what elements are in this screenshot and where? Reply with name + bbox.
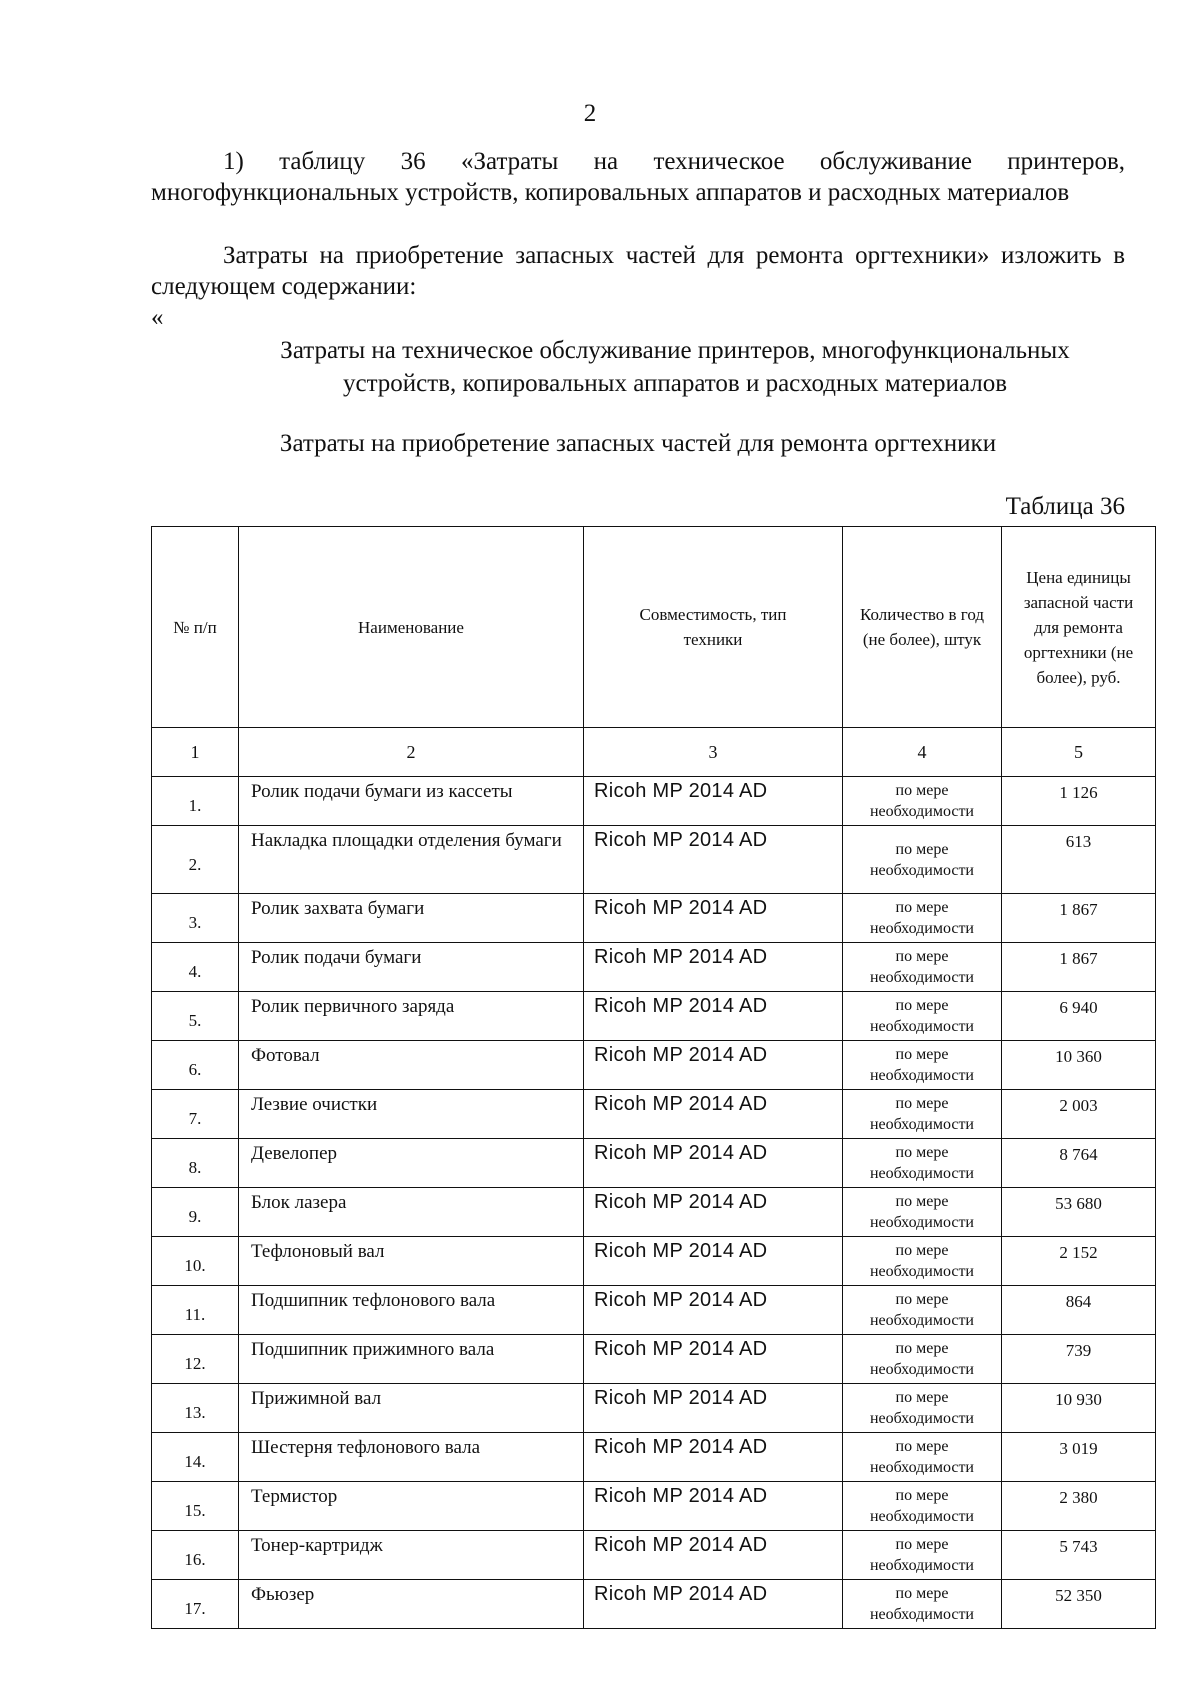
row-quantity-cell: по мере необходимости bbox=[843, 894, 1002, 943]
header-price bbox=[1002, 527, 1156, 728]
table-header-row bbox=[152, 527, 1156, 728]
row-number-cell: 10. bbox=[152, 1237, 239, 1286]
header-quantity-text: Количество в год (не более), штук bbox=[860, 605, 984, 649]
table-row bbox=[152, 1139, 1156, 1188]
row-quantity-cell: по мере необходимости bbox=[843, 826, 1002, 894]
row-quantity-cell: по мере необходимости bbox=[843, 1237, 1002, 1286]
row-number-cell: 11. bbox=[152, 1286, 239, 1335]
row-quantity-cell: по мере необходимости bbox=[843, 992, 1002, 1041]
row-number-cell: 2. bbox=[152, 826, 239, 894]
opening-quote-mark: « bbox=[151, 304, 164, 331]
row-compatibility-cell: Ricoh MP 2014 AD bbox=[584, 992, 843, 1041]
row-compatibility-cell: Ricoh MP 2014 AD bbox=[584, 826, 843, 894]
header-compatibility-text: Совместимость, тип техники bbox=[639, 605, 787, 649]
row-quantity-cell: по мере необходимости bbox=[843, 1531, 1002, 1580]
row-quantity-cell: по мере необходимости bbox=[843, 1286, 1002, 1335]
row-price-cell: 1 867 bbox=[1002, 894, 1156, 943]
row-price-cell: 2 003 bbox=[1002, 1090, 1156, 1139]
table-row bbox=[152, 1384, 1156, 1433]
row-compatibility-cell: Ricoh MP 2014 AD bbox=[584, 894, 843, 943]
column-number: 4 bbox=[843, 728, 1002, 777]
row-price-cell: 613 bbox=[1002, 826, 1156, 894]
table-row bbox=[152, 943, 1156, 992]
row-quantity-cell: по мере необходимости bbox=[843, 1041, 1002, 1090]
table-row bbox=[152, 1531, 1156, 1580]
row-name-cell: Лезвие очистки bbox=[239, 1090, 584, 1139]
row-quantity-cell: по мере необходимости bbox=[843, 1139, 1002, 1188]
table-row bbox=[152, 1237, 1156, 1286]
row-compatibility-cell: Ricoh MP 2014 AD bbox=[584, 1139, 843, 1188]
row-number-cell: 8. bbox=[152, 1139, 239, 1188]
row-price-cell: 3 019 bbox=[1002, 1433, 1156, 1482]
row-number-cell: 13. bbox=[152, 1384, 239, 1433]
row-name-cell: Тефлоновый вал bbox=[239, 1237, 584, 1286]
table-row bbox=[152, 1580, 1156, 1629]
table-label: Таблица 36 bbox=[1005, 493, 1125, 520]
row-compatibility-cell: Ricoh MP 2014 AD bbox=[584, 1384, 843, 1433]
row-compatibility-cell: Ricoh MP 2014 AD bbox=[584, 1090, 843, 1139]
row-name-cell: Подшипник прижимного вала bbox=[239, 1335, 584, 1384]
column-number: 3 bbox=[584, 728, 843, 777]
row-number-cell: 16. bbox=[152, 1531, 239, 1580]
row-quantity-cell: по мере необходимости bbox=[843, 1090, 1002, 1139]
row-price-cell: 10 360 bbox=[1002, 1041, 1156, 1090]
row-price-cell: 8 764 bbox=[1002, 1139, 1156, 1188]
row-compatibility-cell: Ricoh MP 2014 AD bbox=[584, 1482, 843, 1531]
column-number: 2 bbox=[239, 728, 584, 777]
header-price-text: Цена единицы запасной части для ремонта оргтехники (не более), руб. bbox=[1023, 567, 1134, 687]
column-number: 1 bbox=[152, 728, 239, 777]
header-quantity bbox=[843, 527, 1002, 728]
header-name: Наименование bbox=[239, 527, 584, 728]
row-name-cell: Шестерня тефлонового вала bbox=[239, 1433, 584, 1482]
row-name-cell: Фьюзер bbox=[239, 1580, 584, 1629]
row-price-cell: 1 867 bbox=[1002, 943, 1156, 992]
row-price-cell: 52 350 bbox=[1002, 1580, 1156, 1629]
row-number-cell: 9. bbox=[152, 1188, 239, 1237]
row-name-cell: Подшипник тефлонового вала bbox=[239, 1286, 584, 1335]
row-number-cell: 3. bbox=[152, 894, 239, 943]
row-number-cell: 6. bbox=[152, 1041, 239, 1090]
page-number: 2 bbox=[583, 100, 597, 127]
row-compatibility-cell: Ricoh MP 2014 AD bbox=[584, 1433, 843, 1482]
row-quantity-cell: по мере необходимости bbox=[843, 1384, 1002, 1433]
row-quantity-cell: по мере необходимости bbox=[843, 943, 1002, 992]
row-name-cell: Девелопер bbox=[239, 1139, 584, 1188]
section-heading bbox=[195, 334, 1155, 400]
row-price-cell: 6 940 bbox=[1002, 992, 1156, 1041]
header-compatibility bbox=[584, 527, 843, 728]
row-price-cell: 10 930 bbox=[1002, 1384, 1156, 1433]
spare-parts-table bbox=[151, 526, 1156, 1629]
row-number-cell: 5. bbox=[152, 992, 239, 1041]
intro-paragraph-1 bbox=[151, 146, 1125, 208]
table-row bbox=[152, 1188, 1156, 1237]
row-price-cell: 864 bbox=[1002, 1286, 1156, 1335]
subsection-heading: Затраты на приобретение запасных частей для ремонта оргтехники bbox=[279, 430, 997, 457]
row-name-cell: Ролик подачи бумаги из кассеты bbox=[239, 777, 584, 826]
row-name-cell: Блок лазера bbox=[239, 1188, 584, 1237]
row-price-cell: 1 126 bbox=[1002, 777, 1156, 826]
row-quantity-cell: по мере необходимости bbox=[843, 1335, 1002, 1384]
row-compatibility-cell: Ricoh MP 2014 AD bbox=[584, 777, 843, 826]
row-quantity-cell: по мере необходимости bbox=[843, 1580, 1002, 1629]
row-name-cell: Ролик первичного заряда bbox=[239, 992, 584, 1041]
row-compatibility-cell: Ricoh MP 2014 AD bbox=[584, 1531, 843, 1580]
row-compatibility-cell: Ricoh MP 2014 AD bbox=[584, 1188, 843, 1237]
intro-paragraph-2 bbox=[151, 240, 1125, 302]
table-row bbox=[152, 1433, 1156, 1482]
row-price-cell: 2 380 bbox=[1002, 1482, 1156, 1531]
row-compatibility-cell: Ricoh MP 2014 AD bbox=[584, 1237, 843, 1286]
header-number: № п/п bbox=[152, 527, 239, 728]
intro-paragraph-2-text: Затраты на приобретение запасных частей для ремонта оргтехники» изложить в следующем содержании: bbox=[151, 242, 1125, 300]
row-number-cell: 17. bbox=[152, 1580, 239, 1629]
table-row bbox=[152, 1286, 1156, 1335]
row-quantity-cell: по мере необходимости bbox=[843, 1188, 1002, 1237]
row-compatibility-cell: Ricoh MP 2014 AD bbox=[584, 1041, 843, 1090]
row-number-cell: 12. bbox=[152, 1335, 239, 1384]
row-name-cell: Ролик подачи бумаги bbox=[239, 943, 584, 992]
row-compatibility-cell: Ricoh MP 2014 AD bbox=[584, 1580, 843, 1629]
table-row bbox=[152, 777, 1156, 826]
row-price-cell: 53 680 bbox=[1002, 1188, 1156, 1237]
column-number-row bbox=[152, 728, 1156, 777]
row-name-cell: Фотовал bbox=[239, 1041, 584, 1090]
row-number-cell: 15. bbox=[152, 1482, 239, 1531]
row-price-cell: 739 bbox=[1002, 1335, 1156, 1384]
table-row bbox=[152, 1041, 1156, 1090]
row-number-cell: 4. bbox=[152, 943, 239, 992]
row-number-cell: 14. bbox=[152, 1433, 239, 1482]
table-row bbox=[152, 1090, 1156, 1139]
row-compatibility-cell: Ricoh MP 2014 AD bbox=[584, 1335, 843, 1384]
row-quantity-cell: по мере необходимости bbox=[843, 1482, 1002, 1531]
table-row bbox=[152, 1482, 1156, 1531]
intro-paragraph-1-text: 1) таблицу 36 «Затраты на техническое обслуживание принтеров, многофункциональных устройств, копировальных аппаратов и расходных материалов bbox=[151, 148, 1125, 206]
table-row bbox=[152, 894, 1156, 943]
row-price-cell: 5 743 bbox=[1002, 1531, 1156, 1580]
row-name-cell: Прижимной вал bbox=[239, 1384, 584, 1433]
section-heading-line-2: устройств, копировальных аппаратов и расходных материалов bbox=[342, 370, 1008, 397]
row-name-cell: Накладка площадки отделения бумаги bbox=[239, 826, 584, 894]
section-heading-line-1: Затраты на техническое обслуживание принтеров, многофункциональных bbox=[280, 337, 1070, 364]
row-price-cell: 2 152 bbox=[1002, 1237, 1156, 1286]
row-name-cell: Термистор bbox=[239, 1482, 584, 1531]
row-quantity-cell: по мере необходимости bbox=[843, 777, 1002, 826]
table-row bbox=[152, 826, 1156, 894]
row-number-cell: 1. bbox=[152, 777, 239, 826]
row-name-cell: Ролик захвата бумаги bbox=[239, 894, 584, 943]
table-row bbox=[152, 1335, 1156, 1384]
row-compatibility-cell: Ricoh MP 2014 AD bbox=[584, 1286, 843, 1335]
row-quantity-cell: по мере необходимости bbox=[843, 1433, 1002, 1482]
column-number: 5 bbox=[1002, 728, 1156, 777]
row-number-cell: 7. bbox=[152, 1090, 239, 1139]
table-row bbox=[152, 992, 1156, 1041]
row-name-cell: Тонер-картридж bbox=[239, 1531, 584, 1580]
row-compatibility-cell: Ricoh MP 2014 AD bbox=[584, 943, 843, 992]
